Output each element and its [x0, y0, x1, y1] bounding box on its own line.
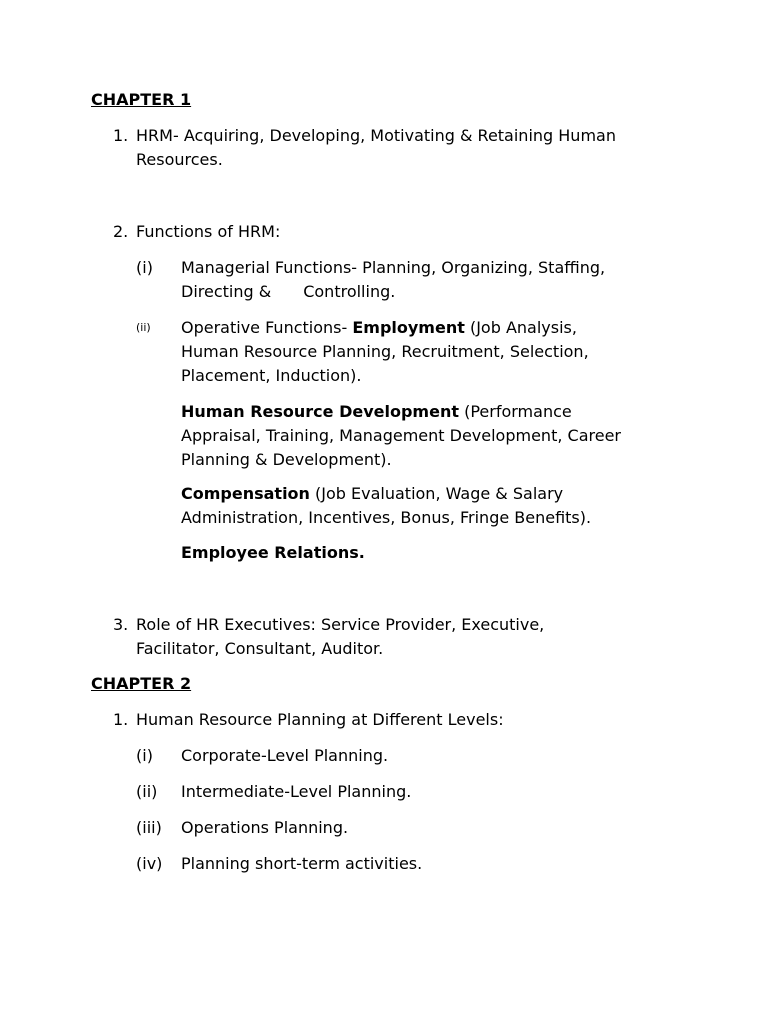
item-text: HRM- Acquiring, Developing, Motivating & Retaining Human — [136, 126, 616, 145]
item-text: Functions of HRM: — [136, 222, 281, 241]
sub-item-marker: (i) — [136, 746, 153, 765]
sub-item-text-part: Directing & — [181, 282, 272, 301]
item-number: 1. — [113, 710, 129, 729]
item-number: 3. — [113, 615, 129, 634]
bold-term-employment: Employment — [352, 318, 465, 337]
sub-item-text-continued: Placement, Induction). — [181, 366, 362, 385]
hrd-paragraph-continued: Planning & Development). — [181, 450, 392, 469]
bold-term-hrd: Human Resource Development — [181, 402, 459, 421]
sub-item-text-part: Controlling. — [303, 282, 396, 301]
item-text-continued: Resources. — [136, 150, 223, 169]
sub-item-text-part: (Performance — [459, 402, 572, 421]
sub-item-marker: (i) — [136, 258, 153, 277]
hrd-paragraph — [181, 400, 572, 424]
sub-item-text: Planning short-term activities. — [181, 854, 423, 873]
sub-item-text-continued — [181, 280, 395, 304]
item-number: 1. — [113, 126, 129, 145]
sub-item-marker: (iii) — [136, 818, 162, 837]
chapter-1-heading: CHAPTER 1 — [91, 90, 192, 109]
item-number: 2. — [113, 222, 129, 241]
sub-item-text-part: (Job Analysis, — [464, 318, 577, 337]
sub-item-marker: (iv) — [136, 854, 163, 873]
hrd-paragraph-continued: Appraisal, Training, Management Development, Career — [181, 426, 621, 445]
sub-item-text-part: (Job Evaluation, Wage & Salary — [309, 484, 564, 503]
item-text: Human Resource Planning at Different Levels: — [136, 710, 504, 729]
item-text-continued: Facilitator, Consultant, Auditor. — [136, 639, 384, 658]
sub-item-text: Corporate-Level Planning. — [181, 746, 389, 765]
bold-term-compensation: Compensation — [181, 484, 310, 503]
sub-item-text — [181, 316, 577, 340]
compensation-paragraph-continued: Administration, Incentives, Bonus, Fringe Benefits). — [181, 508, 592, 527]
sub-item-text-part: Operative Functions- — [181, 318, 353, 337]
chapter-2-heading: CHAPTER 2 — [91, 674, 192, 693]
sub-item-text: Managerial Functions- Planning, Organizing, Staffing, — [181, 258, 606, 277]
sub-item-marker: (ii) — [136, 782, 158, 801]
item-text: Role of HR Executives: Service Provider, Executive, — [136, 615, 545, 634]
sub-item-text: Operations Planning. — [181, 818, 349, 837]
employee-relations-line: Employee Relations. — [181, 543, 365, 562]
compensation-paragraph — [181, 482, 563, 506]
sub-item-marker: (ii) — [136, 321, 151, 334]
sub-item-text-continued: Human Resource Planning, Recruitment, Selection, — [181, 342, 589, 361]
sub-item-text: Intermediate-Level Planning. — [181, 782, 412, 801]
